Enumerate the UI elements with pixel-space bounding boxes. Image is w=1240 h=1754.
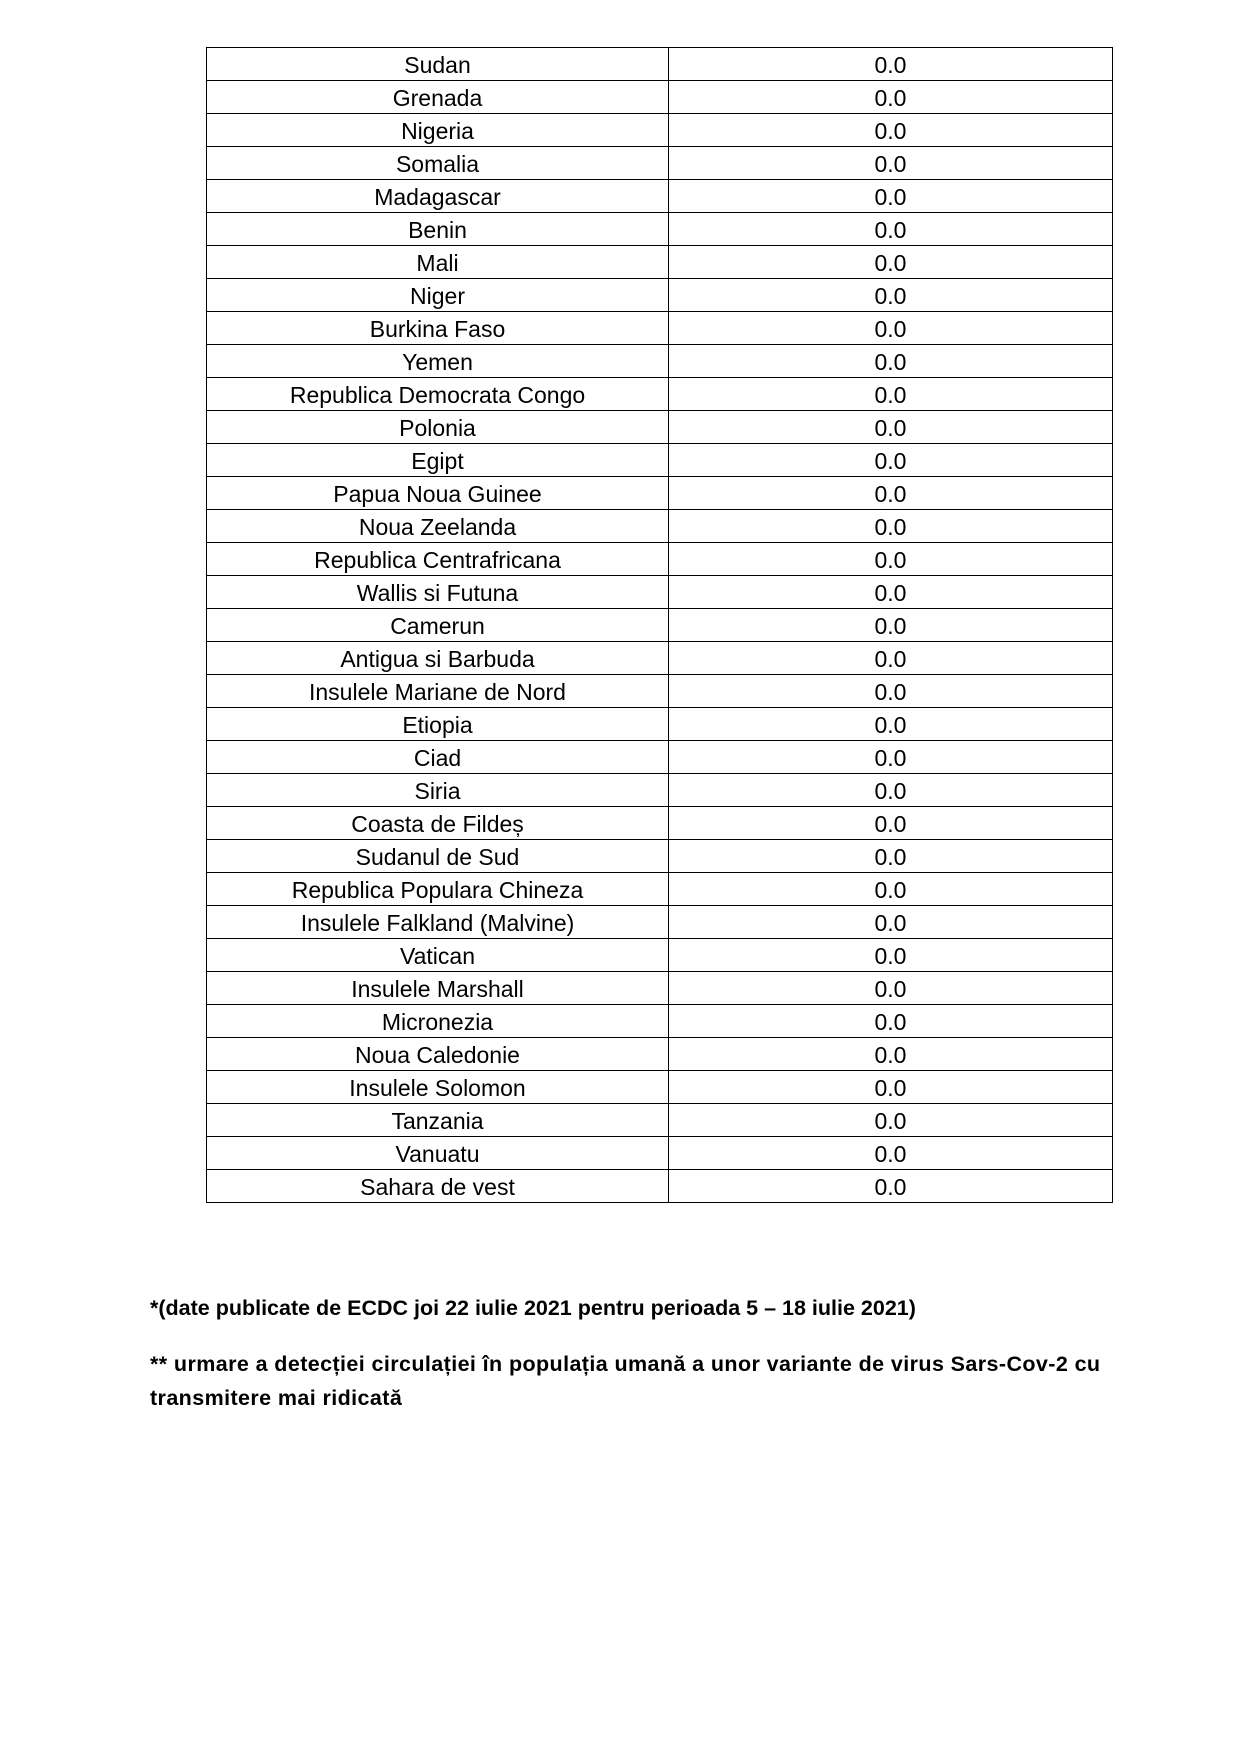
table-row <box>207 147 1113 180</box>
country-cell: Burkina Faso <box>207 312 669 345</box>
value-cell: 0.0 <box>669 246 1113 279</box>
table-row <box>207 444 1113 477</box>
value-cell: 0.0 <box>669 312 1113 345</box>
country-cell: Insulele Solomon <box>207 1071 669 1104</box>
table-row <box>207 279 1113 312</box>
value-cell: 0.0 <box>669 576 1113 609</box>
country-cell: Siria <box>207 774 669 807</box>
table-row <box>207 609 1113 642</box>
value-cell: 0.0 <box>669 510 1113 543</box>
table-row <box>207 114 1113 147</box>
value-cell: 0.0 <box>669 1137 1113 1170</box>
country-cell: Republica Centrafricana <box>207 543 669 576</box>
country-cell: Sudan <box>207 48 669 81</box>
value-cell: 0.0 <box>669 774 1113 807</box>
footnote-source: *(date publicate de ECDC joi 22 iulie 2021 pentru perioada 5 – 18 iulie 2021) <box>150 1296 916 1320</box>
value-cell: 0.0 <box>669 939 1113 972</box>
value-cell: 0.0 <box>669 873 1113 906</box>
country-cell: Mali <box>207 246 669 279</box>
table-row <box>207 48 1113 81</box>
country-cell: Coasta de Fildeș <box>207 807 669 840</box>
country-cell: Sahara de vest <box>207 1170 669 1203</box>
country-cell: Etiopia <box>207 708 669 741</box>
table-body <box>207 48 1113 1203</box>
table-row <box>207 1137 1113 1170</box>
value-cell: 0.0 <box>669 48 1113 81</box>
table-row <box>207 939 1113 972</box>
country-cell: Camerun <box>207 609 669 642</box>
value-cell: 0.0 <box>669 114 1113 147</box>
table-row <box>207 642 1113 675</box>
country-cell: Noua Caledonie <box>207 1038 669 1071</box>
value-cell: 0.0 <box>669 81 1113 114</box>
table-row <box>207 543 1113 576</box>
value-cell: 0.0 <box>669 1038 1113 1071</box>
country-cell: Tanzania <box>207 1104 669 1137</box>
table-row <box>207 972 1113 1005</box>
table-row <box>207 477 1113 510</box>
value-cell: 0.0 <box>669 345 1113 378</box>
country-cell: Egipt <box>207 444 669 477</box>
table-row <box>207 345 1113 378</box>
country-cell: Yemen <box>207 345 669 378</box>
value-cell: 0.0 <box>669 279 1113 312</box>
value-cell: 0.0 <box>669 741 1113 774</box>
value-cell: 0.0 <box>669 411 1113 444</box>
country-cell: Republica Democrata Congo <box>207 378 669 411</box>
country-rate-table <box>206 47 1113 1203</box>
table-row <box>207 510 1113 543</box>
value-cell: 0.0 <box>669 147 1113 180</box>
value-cell: 0.0 <box>669 477 1113 510</box>
footnote-variants: ** urmare a detecției circulației în populația umană a unor variante de virus Sars-Cov-2 cu transmitere mai ridicată <box>150 1352 1101 1410</box>
country-cell: Noua Zeelanda <box>207 510 669 543</box>
table-row <box>207 246 1113 279</box>
country-cell: Sudanul de Sud <box>207 840 669 873</box>
table-row <box>207 708 1113 741</box>
country-cell: Somalia <box>207 147 669 180</box>
table-row <box>207 873 1113 906</box>
value-cell: 0.0 <box>669 708 1113 741</box>
country-cell: Insulele Falkland (Malvine) <box>207 906 669 939</box>
value-cell: 0.0 <box>669 972 1113 1005</box>
country-cell: Polonia <box>207 411 669 444</box>
table-row <box>207 378 1113 411</box>
table-row <box>207 180 1113 213</box>
value-cell: 0.0 <box>669 213 1113 246</box>
value-cell: 0.0 <box>669 1005 1113 1038</box>
value-cell: 0.0 <box>669 807 1113 840</box>
value-cell: 0.0 <box>669 1071 1113 1104</box>
country-cell: Micronezia <box>207 1005 669 1038</box>
table-row <box>207 411 1113 444</box>
country-cell: Insulele Mariane de Nord <box>207 675 669 708</box>
table-row <box>207 312 1113 345</box>
value-cell: 0.0 <box>669 543 1113 576</box>
value-cell: 0.0 <box>669 840 1113 873</box>
table-row <box>207 906 1113 939</box>
table-row <box>207 213 1113 246</box>
country-cell: Vanuatu <box>207 1137 669 1170</box>
table-row <box>207 1071 1113 1104</box>
value-cell: 0.0 <box>669 1104 1113 1137</box>
country-cell: Ciad <box>207 741 669 774</box>
country-cell: Antigua si Barbuda <box>207 642 669 675</box>
value-cell: 0.0 <box>669 642 1113 675</box>
value-cell: 0.0 <box>669 378 1113 411</box>
table-row <box>207 1005 1113 1038</box>
table-row <box>207 81 1113 114</box>
value-cell: 0.0 <box>669 906 1113 939</box>
country-cell: Vatican <box>207 939 669 972</box>
table-row <box>207 1170 1113 1203</box>
value-cell: 0.0 <box>669 444 1113 477</box>
country-cell: Benin <box>207 213 669 246</box>
country-cell: Grenada <box>207 81 669 114</box>
country-cell: Republica Populara Chineza <box>207 873 669 906</box>
country-cell: Insulele Marshall <box>207 972 669 1005</box>
table-row <box>207 576 1113 609</box>
country-cell: Wallis si Futuna <box>207 576 669 609</box>
country-cell: Nigeria <box>207 114 669 147</box>
country-cell: Madagascar <box>207 180 669 213</box>
table-row <box>207 675 1113 708</box>
table-row <box>207 1038 1113 1071</box>
table-row <box>207 1104 1113 1137</box>
table-row <box>207 774 1113 807</box>
value-cell: 0.0 <box>669 675 1113 708</box>
value-cell: 0.0 <box>669 180 1113 213</box>
table-row <box>207 807 1113 840</box>
value-cell: 0.0 <box>669 609 1113 642</box>
table-row <box>207 840 1113 873</box>
value-cell: 0.0 <box>669 1170 1113 1203</box>
country-cell: Niger <box>207 279 669 312</box>
table-row <box>207 741 1113 774</box>
country-cell: Papua Noua Guinee <box>207 477 669 510</box>
